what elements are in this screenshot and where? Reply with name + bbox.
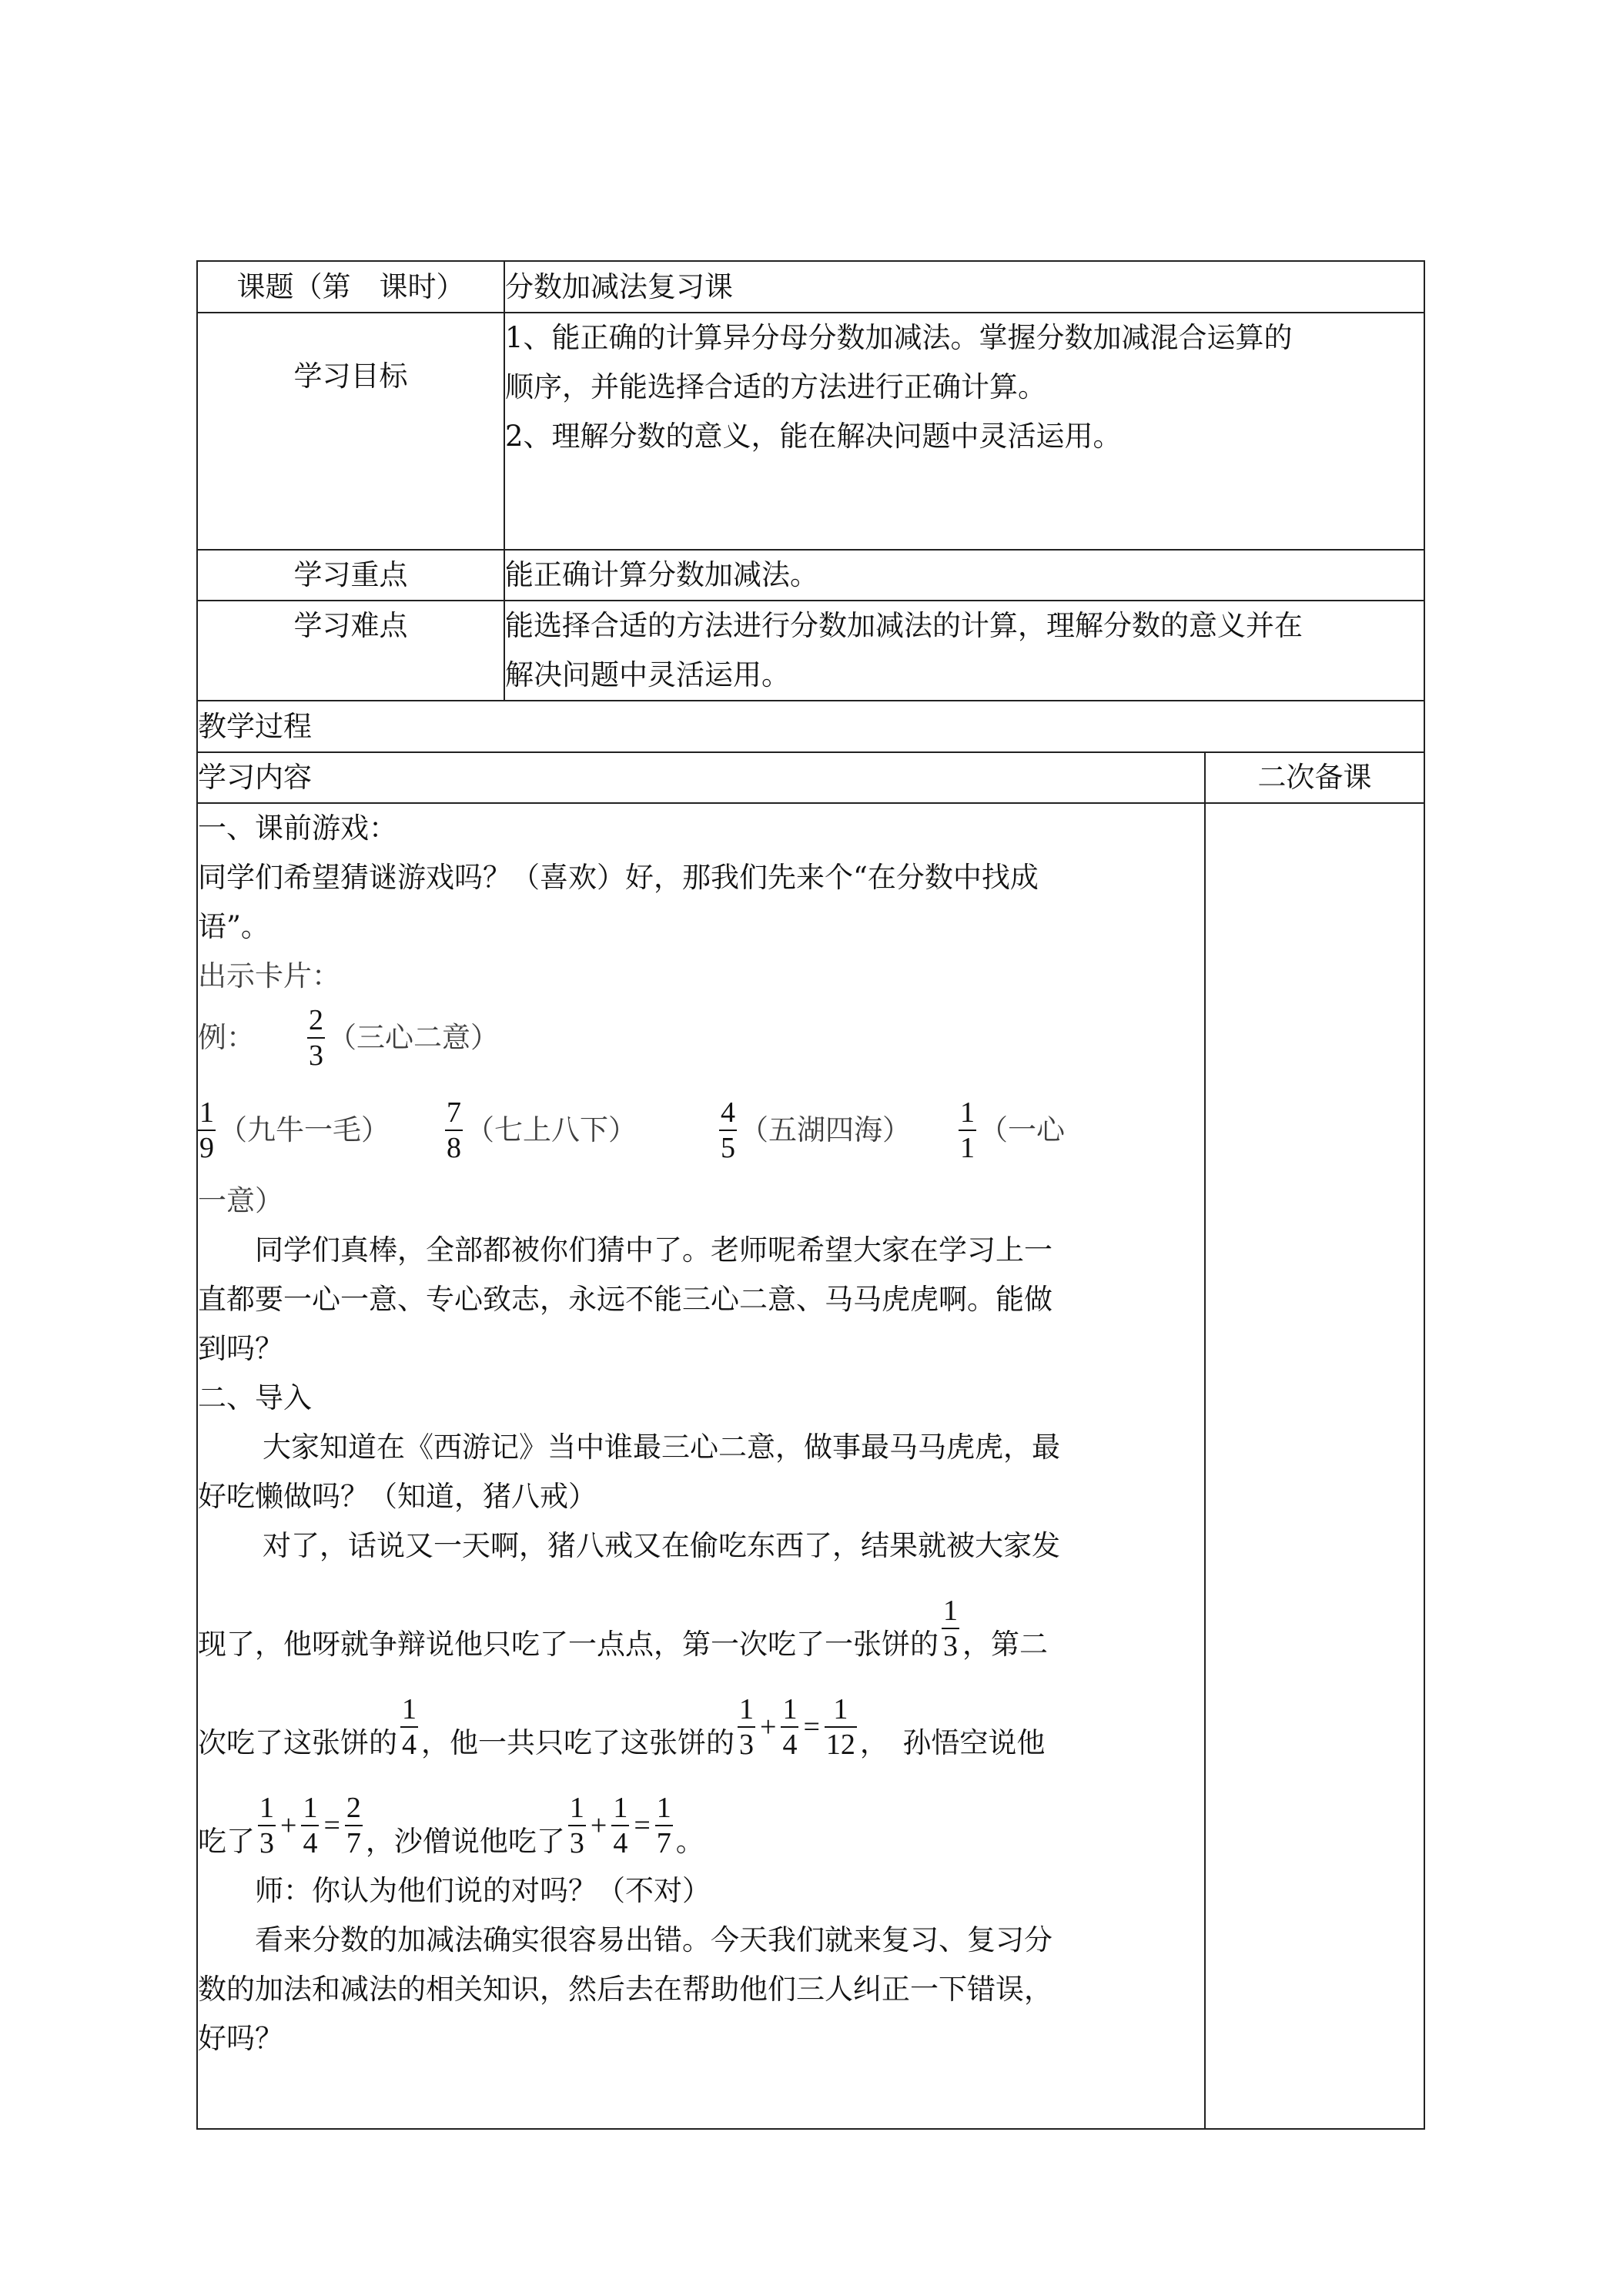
lesson-plan-table [196,260,1425,2130]
idiom-text: （一心 [979,1113,1065,1146]
example-label: 例： [198,1021,255,1054]
idiom-text: （七上八下） [466,1113,637,1146]
paragraph-line: 次吃了这张饼的 $\frac{1}{4}$ ，他一共只吃了这张饼的 $\frac{1}{3}$ + $\frac{1}{4}$ = $\frac{1}{12}$ ， 孙悟空说他 [198,1693,1046,1761]
teaching-process-title: 教学过程 [197,701,1424,752]
difficulty-label: 学习难点 [197,601,504,701]
example-line [198,1001,1204,1075]
lesson-title-row [197,261,1424,313]
content-header-row [197,752,1424,803]
lesson-title-label: 课题（第 课时） [197,261,504,313]
key-points-value: 能正确计算分数加减法。 [504,550,1424,601]
paragraph-line: 同学们希望猜谜游戏吗？（喜欢）好，那我们先来个“在分数中找成 [198,861,1039,894]
fraction: $\frac{4}{5}$ [721,1096,735,1164]
idiom-text: （三心二意） [328,1021,499,1054]
content-body-row [197,803,1424,2129]
learning-goals-row [197,313,1424,550]
cards-line [198,1084,1204,1176]
bajie-equation: $\frac{1}{3}$ + $\frac{1}{4}$ = $\frac{1}{12}$ [739,1693,855,1761]
paragraph-line: 数的加法和减法的相关知识，然后去在帮助他们三人纠正一下错误， [198,1973,1052,2006]
paragraph-line: 同学们真棒，全部都被你们猜中了。老师呢希望大家在学习上一 [255,1233,1052,1267]
goal-line: 1、能正确的计算异分母分数加减法。掌握分数加减混合运算的 [505,321,1293,354]
paragraph-line: 师：你认为他们说的对吗？（不对） [255,1874,711,1907]
second-preparation-cell[interactable] [1205,803,1424,2129]
paragraph-line: 一意） [198,1184,283,1217]
teaching-process-row [197,701,1424,752]
goal-line: 顺序，并能选择合适的方法进行正确计算。 [505,370,1046,403]
paragraph-line: 看来分数的加减法确实很容易出错。今天我们就来复习、复习分 [255,1923,1052,1956]
fraction: $\frac{1}{9}$ [199,1096,214,1164]
show-cards-label: 出示卡片： [198,959,340,992]
difficulty-row [197,601,1424,701]
idiom-text: （九牛一毛） [219,1113,390,1146]
key-points-label: 学习重点 [197,550,504,601]
paragraph-line: 对了，话说又一天啊，猪八戒又在偷吃东西了，结果就被大家发 [263,1529,1060,1562]
difficulty-value [504,601,1424,701]
second-preparation-header: 二次备课 [1205,752,1424,803]
goal-line: 2、理解分数的意义，能在解决问题中灵活运用。 [505,420,1122,453]
fraction: $\frac{1}{1}$ [960,1096,975,1164]
section-title: 二、导入 [198,1381,312,1414]
paragraph-line: 到吗？ [198,1332,283,1365]
learning-goals-value [504,313,1424,550]
key-points-row [197,550,1424,601]
paragraph-line: 现了，他呀就争辩说他只吃了一点点，第一次吃了一张饼的 $\frac{1}{3}$ ，第二 [198,1595,1048,1662]
difficulty-line: 能选择合适的方法进行分数加减法的计算，理解分数的意义并在 [505,609,1303,642]
learning-goals-label: 学习目标 [197,313,504,550]
fraction: $\frac{1}{4}$ [402,1693,417,1761]
shaseng-equation: $\frac{1}{3}$ + $\frac{1}{4}$ = $\frac{1}{7}$ [569,1792,671,1859]
learning-content-header: 学习内容 [197,752,1205,803]
learning-content-cell [197,803,1205,2129]
fraction: $\frac{1}{3}$ [943,1595,958,1662]
paragraph-line: 语”。 [198,910,269,943]
paragraph-line: 好吗？ [198,2022,283,2055]
paragraph-line: 直都要一心一意、专心致志，永远不能三心二意、马马虎虎啊。能做 [198,1283,1052,1316]
paragraph-line: 吃了 $\frac{1}{3}$ + $\frac{1}{4}$ = $\frac{2}{7}$ ，沙僧说他吃了 $\frac{1}{3}$ + $\frac{1}{4}$ = $\frac{1}{7}$ 。 [198,1792,704,1859]
idiom-text: （五湖四海） [740,1113,911,1146]
difficulty-line: 解决问题中灵活运用。 [505,658,790,691]
fraction: $\frac{7}{8}$ [447,1096,461,1164]
lesson-title-value: 分数加减法复习课 [504,261,1424,313]
section-title: 一、课前游戏： [198,812,397,845]
wukong-equation: $\frac{1}{3}$ + $\frac{1}{4}$ = $\frac{2}{7}$ [259,1792,361,1859]
paragraph-line: 好吃懒做吗？（知道，猪八戒） [198,1480,597,1513]
fraction: $\frac{2}{3}$ [309,1004,323,1072]
paragraph-line: 大家知道在《西游记》当中谁最三心二意，做事最马马虎虎，最 [263,1431,1060,1464]
